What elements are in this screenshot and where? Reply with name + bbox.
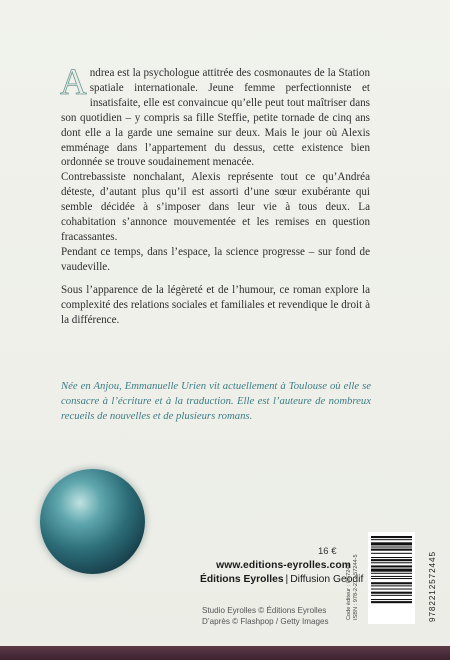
image-credits bbox=[202, 605, 329, 627]
barcode-bars bbox=[368, 532, 415, 624]
barcode-bar bbox=[371, 589, 412, 590]
blurb-text bbox=[60, 62, 370, 327]
barcode bbox=[368, 532, 415, 624]
barcode-bar bbox=[371, 578, 412, 579]
drop-cap: A bbox=[60, 62, 87, 103]
barcode-bar bbox=[371, 562, 412, 563]
planet-sphere-image bbox=[40, 469, 145, 574]
publisher-separator: | bbox=[285, 574, 289, 585]
barcode-bar bbox=[371, 547, 412, 548]
isbn-vertical-text bbox=[346, 554, 360, 620]
publisher-code: Code éditeur : G57244 bbox=[346, 563, 352, 620]
barcode-bar bbox=[371, 576, 412, 577]
barcode-number: 9782212572445 bbox=[428, 551, 437, 622]
publisher-name: Éditions Eyrolles bbox=[200, 574, 284, 585]
barcode-bar bbox=[371, 569, 412, 572]
publisher-line bbox=[200, 574, 364, 585]
barcode-bar bbox=[371, 595, 412, 596]
barcode-bar bbox=[371, 565, 412, 567]
credits-line-1: Studio Eyrolles © Éditions Eyrolles bbox=[202, 606, 327, 615]
author-bio: Née en Anjou, Emmanuelle Urien vit actuellement à Toulouse où elle se consacre à l’écriture et à la traduction. Elle est l’auteure de nombreux recueils de nouvelles et de plusieurs romans. bbox=[61, 380, 371, 422]
barcode-bar bbox=[371, 536, 412, 538]
barcode-bar bbox=[371, 557, 412, 558]
barcode-bar bbox=[371, 542, 412, 545]
blurb-paragraph-2: Contrebassiste nonchalant, Alexis représente tout ce qu’Andréa déteste, d’autant plus qu’il est assorti d’une sœur exubérante qui semble décidée à s’imposer dans leur vie à tous deux. La cohabitation s’annonce mouvementée et les remises en question fracassantes. bbox=[61, 171, 370, 243]
isbn-text: ISBN : 978-2-212-57244-5 bbox=[353, 554, 359, 620]
barcode-bar bbox=[371, 549, 412, 551]
barcode-bar bbox=[371, 539, 412, 540]
publisher-website: www.editions-eyrolles.com bbox=[216, 560, 351, 571]
barcode-bar bbox=[371, 599, 412, 600]
barcode-bar bbox=[371, 573, 412, 574]
distributor-name: Diffusion Geodif bbox=[290, 574, 364, 585]
bottom-color-band bbox=[0, 646, 450, 660]
barcode-bar bbox=[371, 553, 412, 554]
price: 16 € bbox=[318, 546, 337, 557]
barcode-bar bbox=[371, 601, 412, 603]
blurb-paragraph-3: Pendant ce temps, dans l’espace, la science progresse – sur fond de vaudeville. bbox=[61, 245, 370, 273]
blurb-paragraph-1 bbox=[60, 62, 370, 170]
credits-line-2: D’après © Flashpop / Getty Images bbox=[202, 617, 329, 626]
blurb-paragraph-4: Sous l’apparence de la légèreté et de l’humour, ce roman explore la complexité des relations sociales et familiales et revendique le droit à la différence. bbox=[61, 283, 370, 326]
blurb-paragraph-1-text: ndrea est la psychologue attitrée des cosmonautes de la Station spatiale internationale. Jeune femme perfectionniste et insatisfaite, elle est convaincue qu’elle peut tout maîtriser dans son quotidien – y compris sa fille Steffie, petite tornade de cinq ans dont elle a la garde une semaine sur deux. Mais le jour où Alexis emménage dans l’appartement du dessus, cette existence bien ordonnée se trouve soudainement menacée. bbox=[61, 67, 370, 169]
barcode-bar bbox=[371, 592, 412, 594]
barcode-bar bbox=[371, 585, 412, 586]
barcode-bar bbox=[371, 559, 412, 561]
barcode-bar bbox=[371, 582, 412, 584]
